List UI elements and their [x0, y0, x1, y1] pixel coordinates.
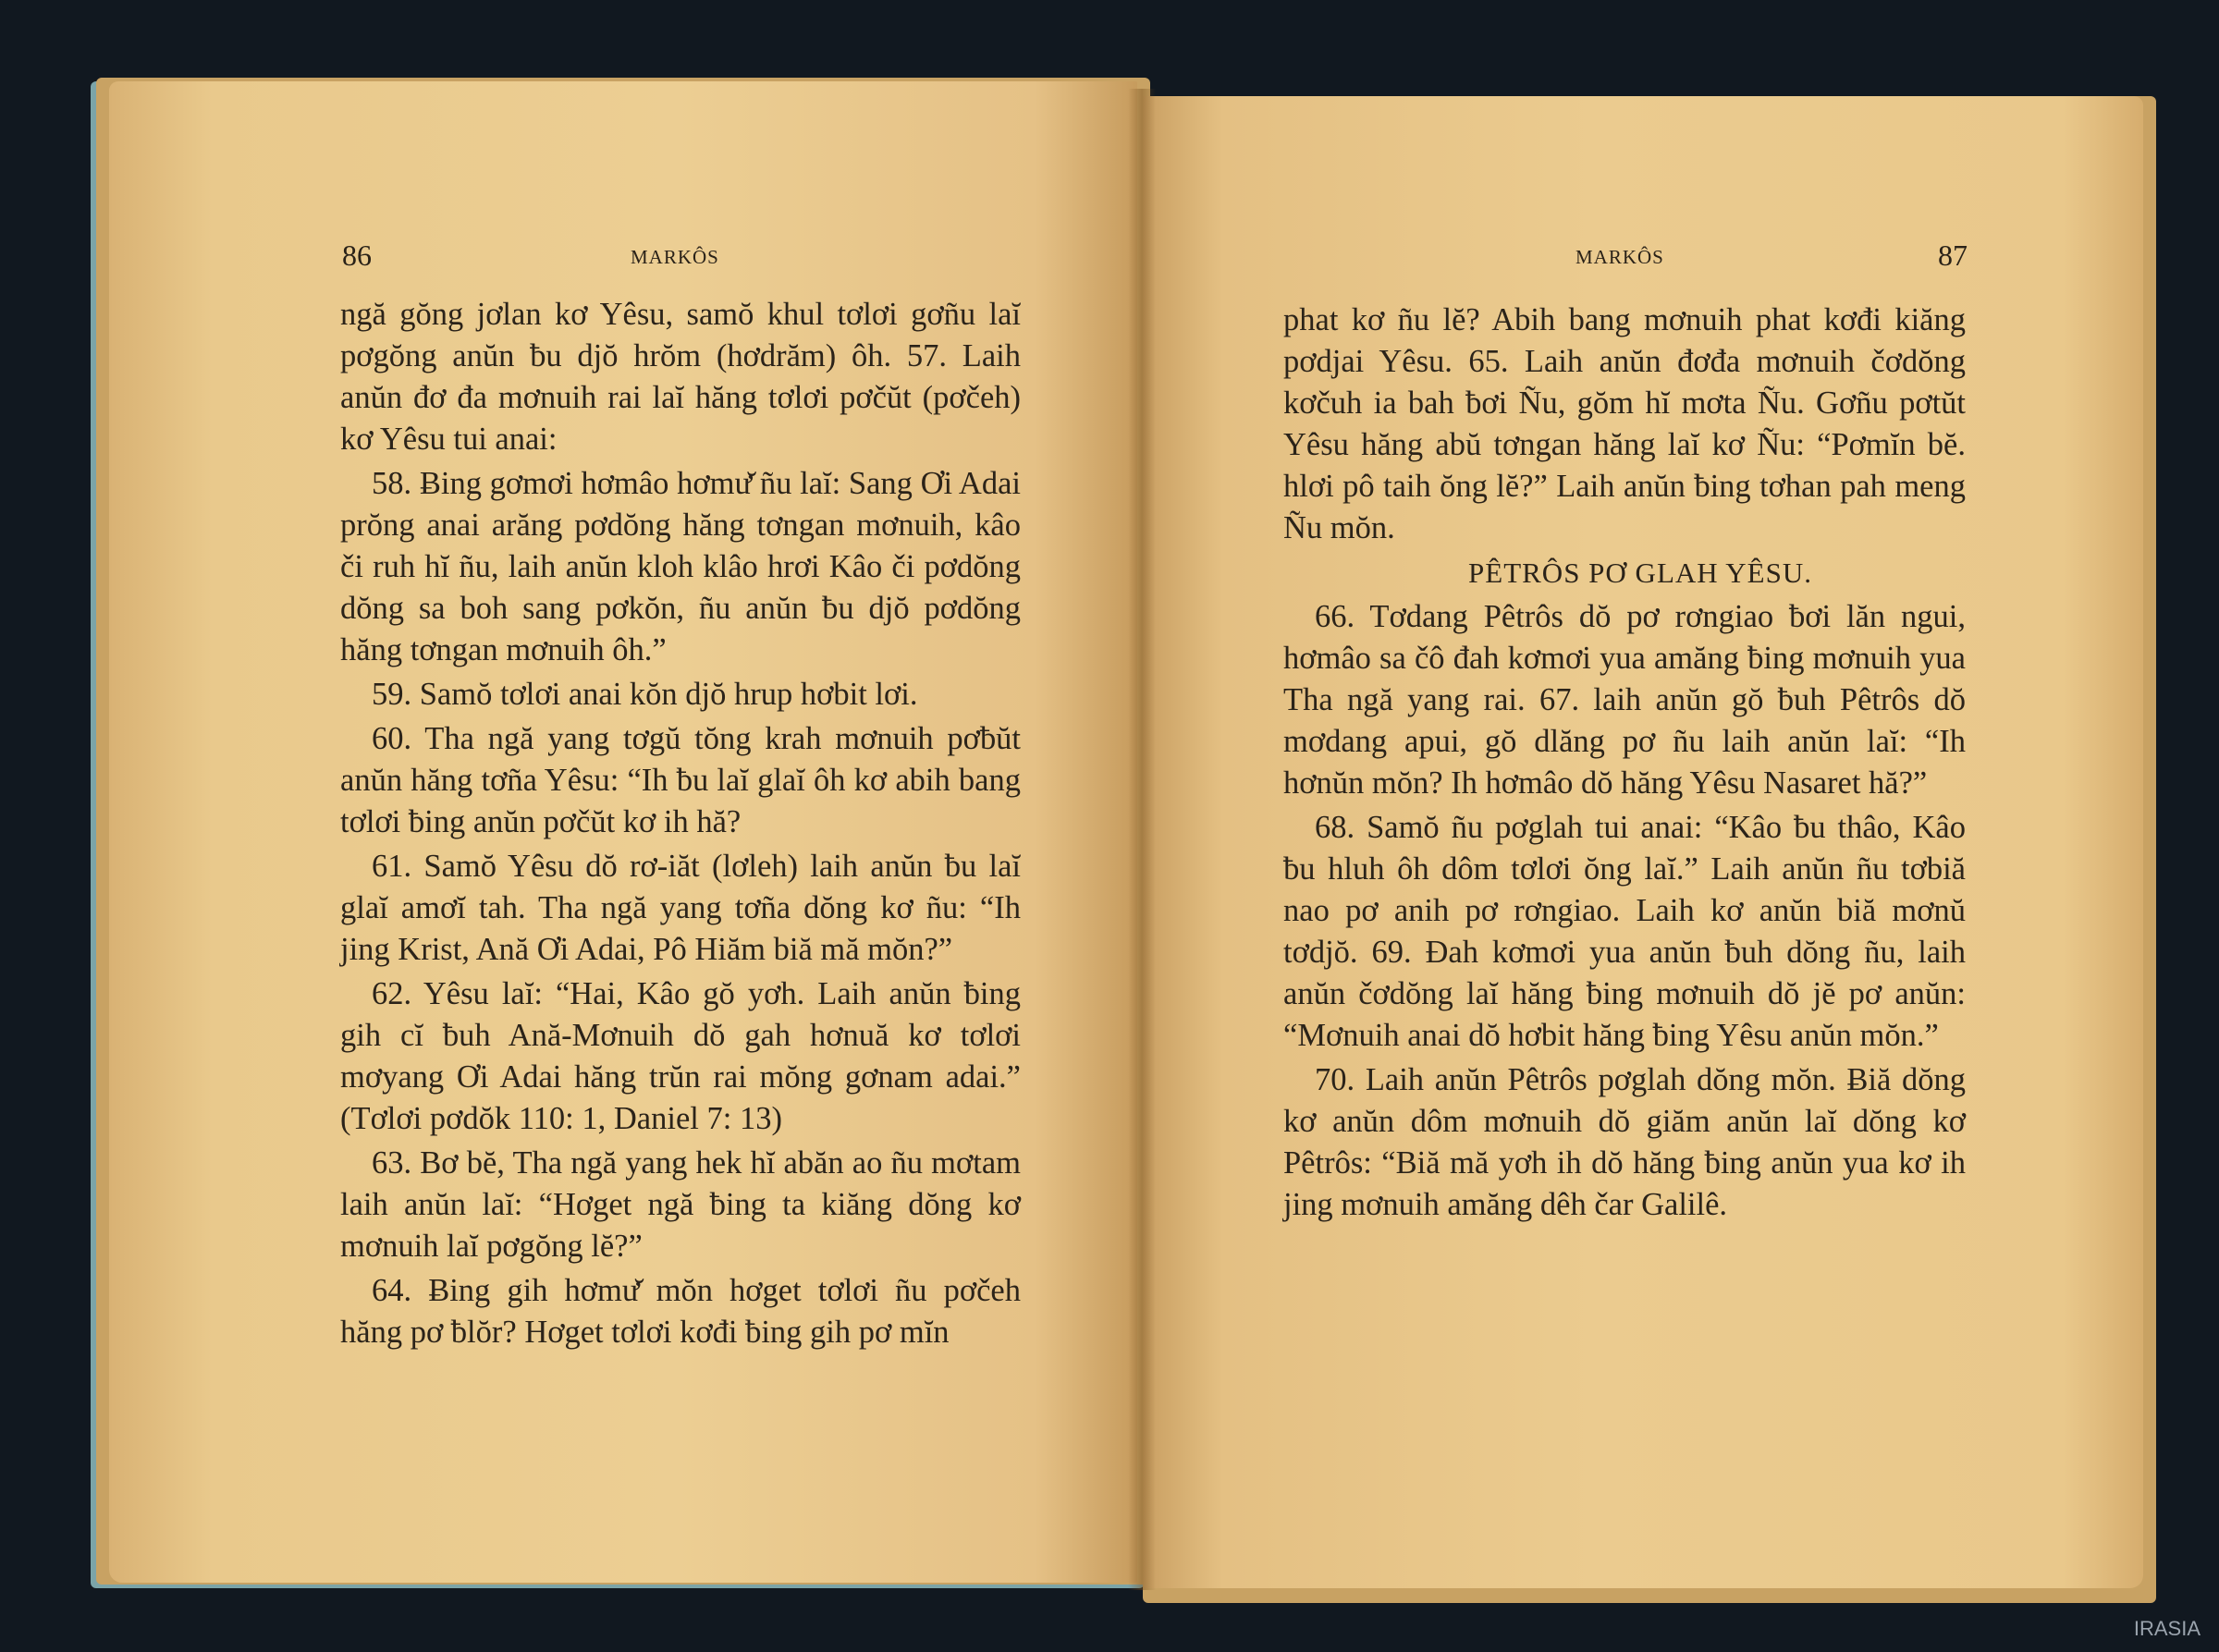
book-gutter — [1128, 89, 1156, 1590]
section-heading: PÊTRÔS PƠ GLAH YÊSU. — [1468, 557, 1812, 589]
paragraph: 60. Tha ngă yang tơgŭ tŏng krah mơnuih pơƀŭt anŭn hăng tơña Yêsu: “Ih ƀu laĭ glaĭ ôh kơ abih bang tơlơi ƀing anŭn pơčŭt kơ ih hă? — [340, 721, 1021, 839]
paragraph: 70. Laih anŭn Pêtrôs pơglah dŏng mŏn. Ƀiă dŏng kơ anŭn dôm mơnuih dŏ giăm anŭn laĭ dŏng kơ Pêtrôs: “Biă mă yơh ih dŏ hăng ƀing anŭn yua kơ ih jing mơnuih amăng dêh čar Galilê. — [1283, 1062, 1966, 1222]
paragraph: 58. Ƀing gơmơi hơmâo hơmư̆ ñu laĭ: Sang Ơi Adai prŏng anai arăng pơdŏng hăng tơngan mơnuih, kâo či ruh hĭ ñu, laih anŭn kloh klâo hrơi Kâo či pơdŏng dŏng sa boh sang pơkŏn, ñu anŭn ƀu djŏ pơdŏng hăng tơngan mơnuih ôh.” — [340, 466, 1021, 667]
left-page-header — [342, 239, 1026, 279]
paragraph: 62. Yêsu laĭ: “Hai, Kâo gŏ yơh. Laih anŭn ƀing gih cĭ ƀuh Ană-Mơnuih dŏ gah hơnuă kơ tơlơi mơyang Ơi Adai hăng trŭn rai mŏng gơnam adai.” (Tơlơi pơdŏk 110: 1, Daniel 7: 13) — [340, 976, 1021, 1136]
paragraph: 68. Samŏ ñu pơglah tui anai: “Kâo ƀu thâo, Kâo ƀu hluh ôh dôm tơlơi ŏng laĭ.” Laih anŭn ñu tơbiă nao pơ anih pơ rơngiao. Laih kơ anŭn biă mơnŭ tơdjŏ. 69. Đah kơmơi yua anŭn ƀuh dŏng ñu, laih anŭn čơdŏng laĭ hăng ƀing mơnuih dŏ jĕ pơ anŭn: “Mơnuih anai dŏ hơbit hăng ƀing Yêsu anŭn mŏn.” — [1283, 810, 1966, 1053]
paragraph: phat kơ ñu lĕ? Abih bang mơnuih phat kơđi kiăng pơdjai Yêsu. 65. Laih anŭn đơđa mơnuih čơdŏng kơčuh ia bah ƀơi Ñu, gŏm hĭ mơta Ñu. Gơñu pơtŭt Yêsu hăng abŭ tơngan hăng laĭ kơ Ñu: “Pơmĭn bĕ. hlơi pô taih ŏng lĕ?” Laih anŭn ƀing tơhan pah meng Ñu mŏn. — [1283, 302, 1966, 545]
paragraph: 63. Bơ bĕ, Tha ngă yang hek hĭ abăn ao ñu mơtam laih anŭn laĭ: “Hơget ngă ƀing ta kiăng dŏng kơ mơnuih laĭ pơgŏng lĕ?” — [340, 1145, 1021, 1264]
paragraph: 59. Samŏ tơlơi anai kŏn djŏ hrup hơbit lơi. — [372, 677, 918, 712]
paragraph: 61. Samŏ Yêsu dŏ rơ-iăt (lơleh) laih anŭn ƀu laĭ glaĭ amơĭ tah. Tha ngă yang tơña dŏng kơ ñu: “Ih jing Krist, Ană Ơi Adai, Pô Hiăm biă mă mŏn?” — [340, 849, 1021, 967]
watermark: IRASIA — [2133, 1617, 2201, 1640]
right-running-title: MARKÔS — [1575, 246, 1664, 268]
right-page-header — [1280, 239, 1968, 279]
left-page-number: 86 — [342, 239, 372, 272]
left-page-text — [340, 294, 1021, 1356]
paragraph: 66. Tơdang Pêtrôs dŏ pơ rơngiao ƀơi lăn ngui, hơmâo sa čô đah kơmơi yua amăng ƀing mơnuih yua Tha ngă yang rai. 67. laih anŭn gŏ ƀuh Pêtrôs dŏ mơdang apui, gŏ dlăng pơ ñu laih anŭn laĭ: “Ih hơnŭn mŏn? Ih hơmâo dŏ hăng Yêsu Nasaret hă?” — [1283, 599, 1966, 801]
right-page-number: 87 — [1938, 239, 1968, 272]
right-page-text — [1283, 300, 1966, 1229]
paragraph: 64. Ƀing gih hơmư̆ mŏn hơget tơlơi ñu pơčeh hăng pơ ƀlŏr? Hơget tơlơi kơđi ƀing gih pơ mĭn — [340, 1273, 1021, 1350]
left-running-title: MARKÔS — [631, 246, 719, 268]
paragraph: ngă gŏng jơlan kơ Yêsu, samŏ khul tơlơi gơñu laĭ pơgŏng anŭn ƀu djŏ hrŏm (hơdrăm) ôh. 57. Laih anŭn đơ đa mơnuih rai laĭ hăng tơlơi pơčŭt (pơčeh) kơ Yêsu tui anai: — [340, 297, 1021, 457]
